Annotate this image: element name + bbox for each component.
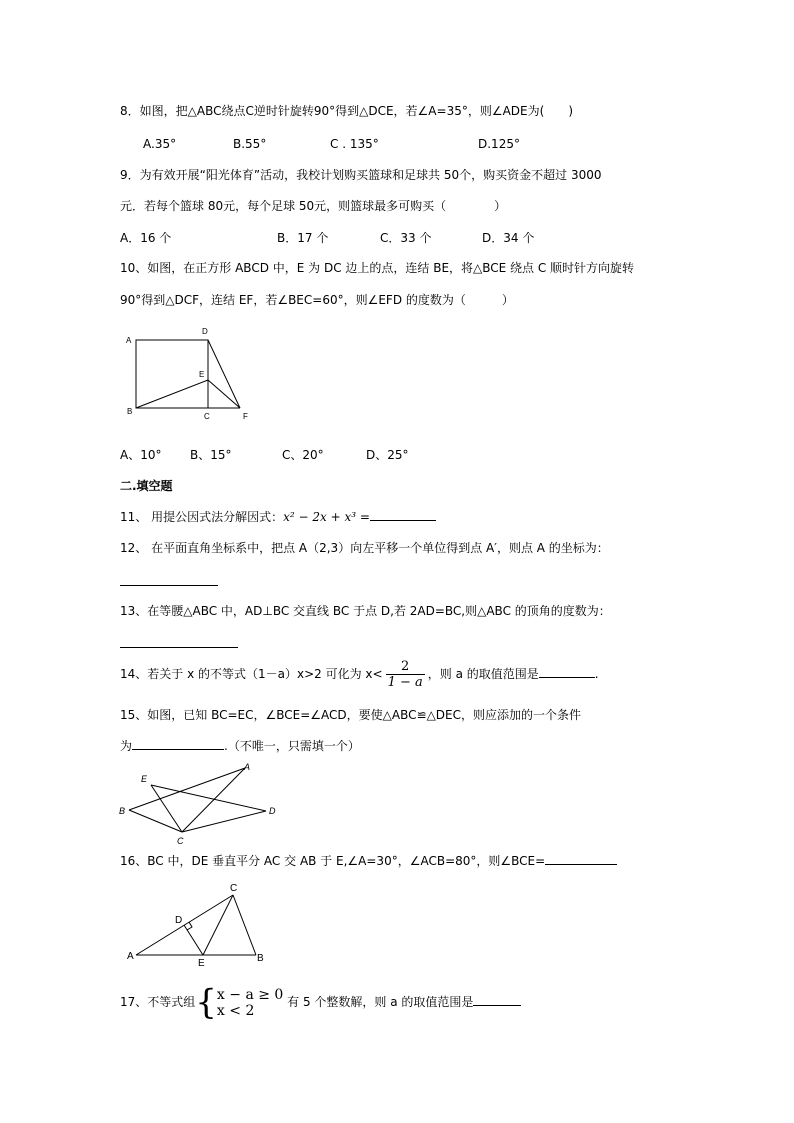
label-c: C [230,883,238,894]
q12-stem: 12、 在平面直角坐标系中，把点 A（2,3）向左平移一个单位得到点 A′，则点 A 的坐标为： [120,541,609,555]
q14-prefix: 14、若关于 x 的不等式（1－a）x>2 可化为 x< [120,667,383,681]
segment-ed [151,785,266,811]
label-d: D [175,915,183,926]
segment-ca [182,768,245,832]
q15-line2-suffix: .（不唯一，只需填一个） [224,739,360,753]
label-a: A [126,336,132,345]
square-abcd [136,340,208,408]
q17-inequality-row1: x − a ≥ 0 [216,986,284,1003]
q14-fraction-numerator: 2 [401,659,410,674]
q14-fraction [386,659,425,690]
q14-end: . [594,667,599,681]
label-c: C [204,412,210,421]
q15-stem-line1: 15、如图，已知 BC=EC，∠BCE=∠ACD，要使△ABC≌△DEC，则应添加的一个条件 [120,708,581,722]
q14-suffix: ，则 a 的取值范围是 [427,667,539,681]
label-d: D [202,327,208,336]
q15-answer-blank[interactable] [132,737,224,750]
q14-fraction-denominator: 1 − a [387,675,423,690]
q13-stem: 13、在等腰△ABC 中，AD⊥BC 交直线 BC 于点 D,若 2AD=BC,则△ABC 的顶角的度数为： [120,604,611,618]
section-title: 二.填空题 [120,479,173,493]
q15-triangles-figure [112,758,288,848]
label-b: B [257,953,264,964]
q9-option-b: B．17 个 [277,231,329,245]
q17-suffix: 有 5 个整数解，则 a 的取值范围是 [287,995,474,1009]
segment-df [208,340,240,408]
label-a: A [127,951,134,962]
q8-option-d: D.125° [478,137,520,151]
q11-equals: = [356,510,370,524]
q10-option-c: C、20° [282,448,324,462]
segment-bc [129,810,182,832]
q17-inequality-row2: x < 2 [216,1002,255,1019]
q17-inequality-system [217,987,283,1019]
label-e: E [141,774,148,784]
q16-triangle-figure [120,878,270,968]
q10-stem-line1: 10、如图，在正方形 ABCD 中，E 为 DC 边上的点，连结 BE，将△BCE 绕点 C 顺时针方向旋转 [120,261,635,275]
q10-stem-line2: 90°得到△DCF，连结 EF，若∠BEC=60°，则∠EFD 的度数为（ ） [120,293,514,307]
segment-cb [233,895,256,955]
q11-expression: x² − 2x + x³ [283,510,357,524]
q9-option-c: C．33 个 [380,231,432,245]
q10-square-figure [120,322,260,427]
q8-option-c: C . 135° [330,137,379,151]
q12-answer-blank[interactable] [120,585,218,586]
q10-option-a: A、10° [120,448,162,462]
q10-option-b: B、15° [190,448,232,462]
q8-stem: 8．如图，把△ABC绕点C逆时针旋转90°得到△DCE，若∠A=35°，则∠ADE为( ) [120,104,573,118]
label-d: D [269,806,276,816]
q17-line [120,982,521,1022]
segment-cd [182,811,266,832]
q9-option-a: A．16 个 [120,231,172,245]
q11-prefix: 11、 用提公因式法分解因式： [120,510,284,524]
segment-ef [208,380,240,408]
label-e: E [198,958,205,968]
q8-option-b: B.55° [233,137,267,151]
q8-option-a: A.35° [143,137,177,151]
segment-be [136,380,208,408]
q15-stem-line2 [120,737,360,754]
q16-line [120,852,617,869]
q16-answer-blank[interactable] [545,852,617,865]
label-b: B [119,806,126,816]
label-c: C [177,836,184,846]
label-f: F [243,412,248,421]
q14-answer-blank[interactable] [539,665,595,678]
segment-de [184,925,203,955]
q14-line [120,658,599,690]
q9-stem-line2: 元．若每个篮球 80元，每个足球 50元，则篮球最多可购买（ ） [120,199,507,213]
q17-prefix: 17、不等式组 [120,995,196,1009]
label-a: A [244,762,251,772]
q9-stem-line1: 9．为有效开展“阳光体育”活动，我校计划购买篮球和足球共 50个，购买资金不超过 3000 [120,168,602,182]
q17-answer-blank[interactable] [473,993,521,1006]
left-brace-icon: { [195,982,217,1023]
q11-answer-blank[interactable] [370,508,436,521]
q15-line2-prefix: 为 [120,739,133,753]
q13-answer-blank[interactable] [120,647,238,648]
q11-line [120,508,436,525]
q9-option-d: D．34 个 [482,231,535,245]
label-b: B [127,407,133,416]
label-e: E [199,370,205,379]
q16-stem: 16、BC 中，DE 垂直平分 AC 交 AB 于 E,∠A=30°，∠ACB=80°，则∠BCE= [120,854,546,868]
q10-option-d: D、25° [366,448,409,462]
